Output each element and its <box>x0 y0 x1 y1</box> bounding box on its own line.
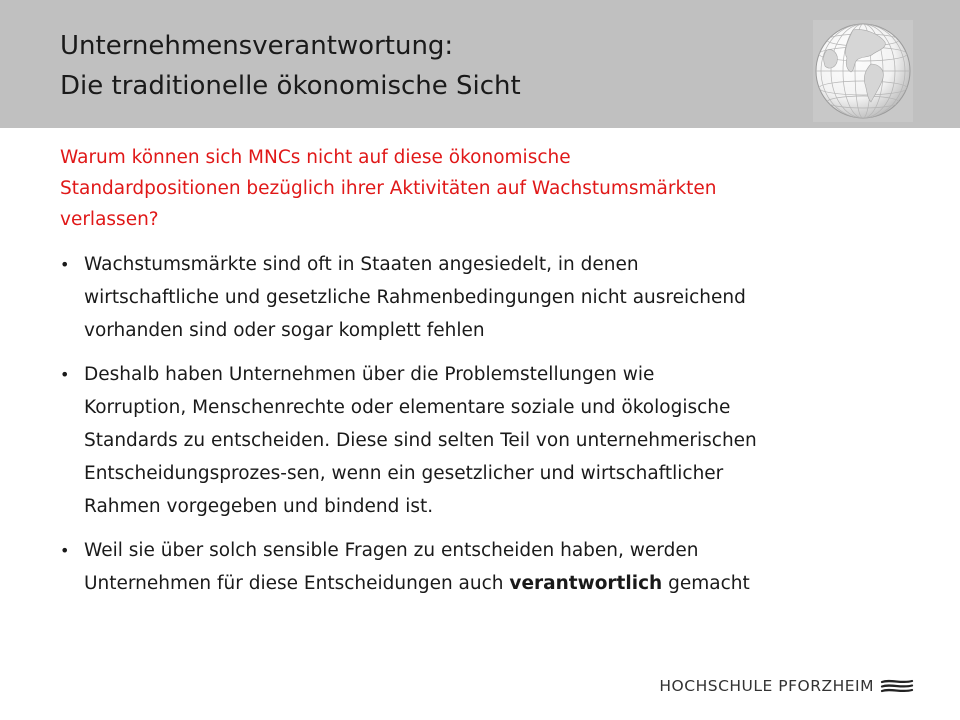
wave-lines-icon <box>880 679 914 693</box>
bullet-2-line-5: Rahmen vorgegeben und bindend ist. <box>84 496 434 517</box>
title-line-1: Unternehmensverantwortung: <box>60 31 454 61</box>
header-bar <box>0 0 960 128</box>
question-text <box>60 142 920 235</box>
globe-icon <box>813 20 913 122</box>
bullet-dot: • <box>60 255 70 274</box>
logo-text: HOCHSCHULE PFORZHEIM <box>659 677 874 695</box>
bullet-item-3 <box>60 534 940 600</box>
question-line-1: Warum können sich MNCs nicht auf diese ökonomische <box>60 147 571 168</box>
bullet-2-line-2: Korruption, Menschenrechte oder elementare soziale und ökologische <box>84 397 731 418</box>
bullet-3-text-before: Unternehmen für diese Entscheidungen auch <box>84 573 510 594</box>
bullet-dot: • <box>60 365 70 384</box>
slide-title <box>60 26 760 106</box>
bullet-2-line-1: Deshalb haben Unternehmen über die Problemstellungen wie <box>84 364 655 385</box>
question-line-3: verlassen? <box>60 209 159 230</box>
title-line-2: Die traditionelle ökonomische Sicht <box>60 71 521 101</box>
emphasis-verantwortlich: verantwortlich <box>509 573 663 594</box>
question-line-2: Standardpositionen bezüglich ihrer Aktivitäten auf Wachstumsmärkten <box>60 178 717 199</box>
bullet-3-line-1: Weil sie über solch sensible Fragen zu entscheiden haben, werden <box>84 540 699 561</box>
bullet-item-1 <box>60 248 940 347</box>
bullet-dot: • <box>60 541 70 560</box>
university-logo <box>659 676 914 696</box>
bullet-1-line-1: Wachstumsmärkte sind oft in Staaten angesiedelt, in denen <box>84 254 639 275</box>
bullet-3-line-2 <box>84 567 940 600</box>
bullet-2-line-4: Entscheidungsprozes-sen, wenn ein gesetzlicher und wirtschaftlicher <box>84 463 724 484</box>
bullet-2-line-3: Standards zu entscheiden. Diese sind selten Teil von unternehmerischen <box>84 430 757 451</box>
bullet-3-text-after: gemacht <box>662 573 750 594</box>
bullet-item-2 <box>60 358 940 523</box>
bullet-1-line-2: wirtschaftliche und gesetzliche Rahmenbedingungen nicht ausreichend <box>84 287 746 308</box>
bullet-1-line-3: vorhanden sind oder sogar komplett fehlen <box>84 320 485 341</box>
bullet-list <box>60 248 940 600</box>
